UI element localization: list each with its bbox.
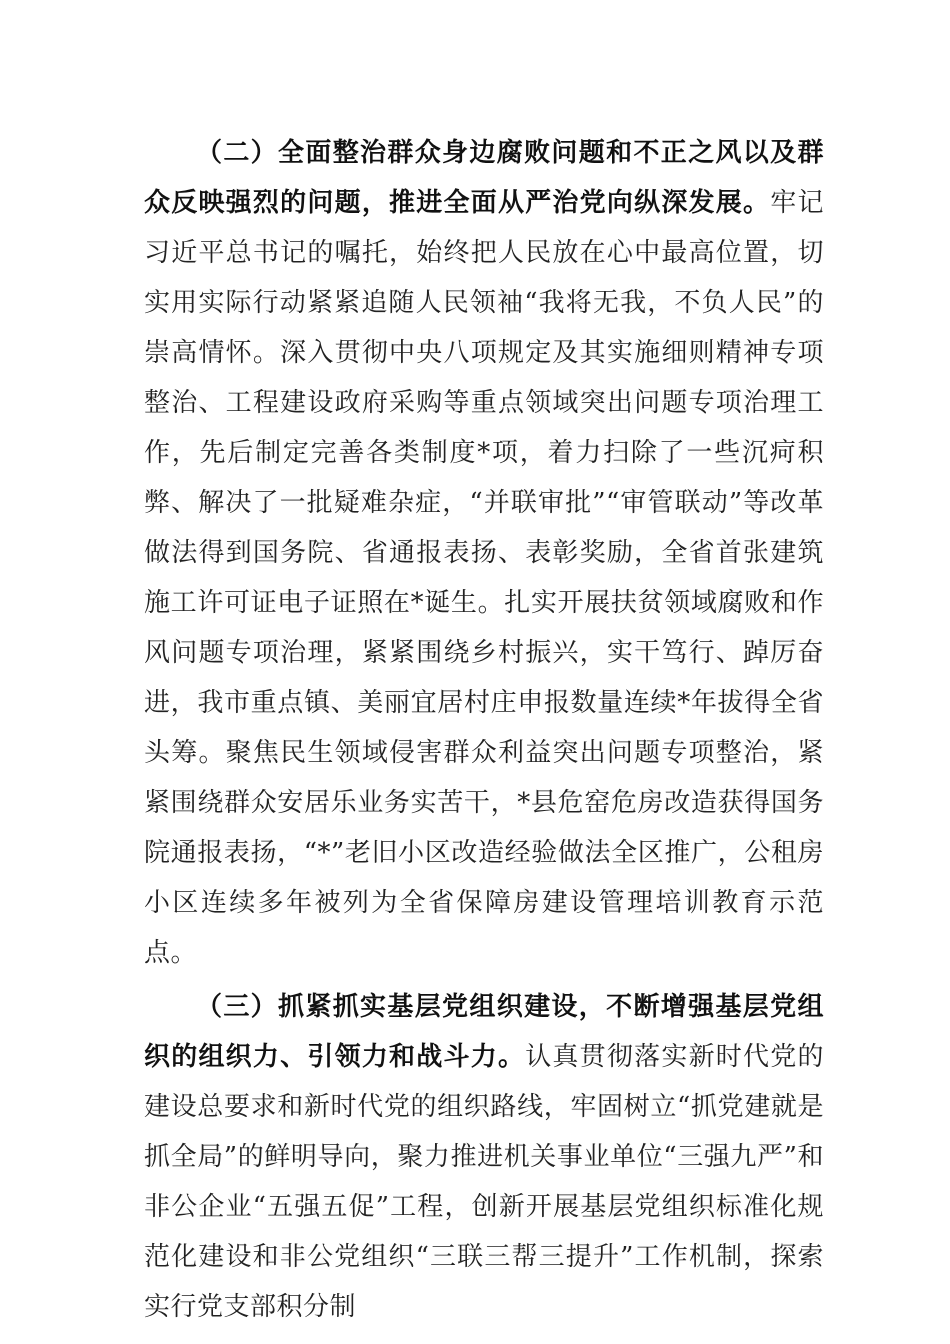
paragraph-2-text: 牢记习近平总书记的嘱托，始终把人民放在心中最高位置，切实用实际行动紧紧追随人民领袖“我将无我，不负人民”的崇高情怀。深入贯彻中央八项规定及其实施细则精神专项整治、工程建设政府采购等重点领域突出问题专项治理工作，先后制定完善各类制度*项，着力扫除了一些沉疴积弊、解决了一批疑难杂症，“并联审批”“审管联动”等改革做法得到国务院、省通报表扬、表彰奖励，全省首张建筑施工许可证电子证照在*诞生。扎实开展扶贫领域腐败和作风问题专项治理，紧紧围绕乡村振兴，实干笃行、踔厉奋进，我市重点镇、美丽宜居村庄申报数量连续*年拔得全省头筹。聚焦民生领域侵害群众利益突出问题专项整治，紧紧围绕群众安居乐业务实苦干，*县危窑危房改造获得国务院通报表扬，“*”老旧小区改造经验做法全区推广，公租房小区连续多年被列为全省保障房建设管理培训教育示范点。 [144,188,824,968]
paragraph-3-text: 认真贯彻落实新时代党的建设总要求和新时代党的组织路线，牢固树立“抓党建就是抓全局”的鲜明导向，聚力推进机关事业单位“三强九严”和非公企业“五强五促”工程，创新开展基层党组织标准化规范化建设和非公党组织“三联三帮三提升”工作机制，探索实行党支部积分制 [144,1042,824,1322]
document-body [144,128,824,1336]
paragraph-3-heading: （三）抓紧抓实基层党组织建设，不断增强基层党组织的组织力、引领力和战斗力。 [144,992,824,1072]
paragraph-3 [144,982,824,1332]
paragraph-2-heading: （二）全面整治群众身边腐败问题和不正之风以及群众反映强烈的问题，推进全面从严治党向纵深发展。 [144,138,824,218]
paragraph-2 [144,128,824,978]
